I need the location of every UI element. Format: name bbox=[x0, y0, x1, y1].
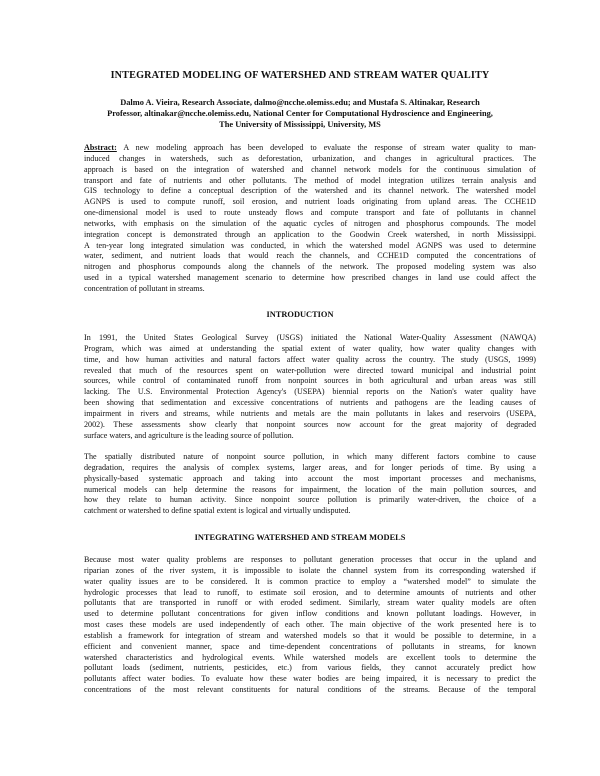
author-line: Professor, altinakar@ncche.olemiss.edu, National Center for Computational Hydroscience and Engineering, bbox=[107, 109, 493, 118]
paragraph-line: impairment in rivers and streams, while nutrients and metals are the main pollutants in lakes and reservoirs (USEPA, bbox=[84, 408, 536, 418]
abstract-text-line: one-dimensional model is used to route unsteady flows and compute transport and fate of pollutants in channel bbox=[84, 208, 536, 218]
paragraph-line: revealed that much of the resources spent on water-pollution were directed toward municipal and industrial point bbox=[84, 365, 536, 375]
section-heading-introduction: INTRODUCTION bbox=[266, 310, 334, 319]
paragraph-line: establish a framework for integration of stream and watershed models so that it would be possible to determine, in a bbox=[84, 630, 536, 640]
paragraph-line: 2002). These assessments show clearly that nonpoint sources now account for the great majority of degraded bbox=[84, 419, 536, 429]
abstract-text-line: integration concept is demonstrated through an application to the Goodwin Creek watershed, in north Mississippi. bbox=[84, 229, 536, 239]
author-line: The University of Mississippi, University, MS bbox=[219, 120, 381, 129]
paragraph-line: The spatially distributed nature of nonpoint source pollution, in which many different factors combine to cause bbox=[84, 452, 536, 461]
abstract-text-line: induced changes in watersheds, such as deforestation, urbanization, and changes in agricultural practices. The bbox=[84, 153, 536, 163]
author-line: Dalmo A. Vieira, Research Associate, dalmo@ncche.olemiss.edu; and Mustafa S. Altinakar, Research bbox=[120, 98, 480, 107]
abstract-text-line: approach is based on the integration of watershed and channel network models for the continuous simulation of bbox=[84, 164, 536, 174]
paragraph-line: degradation, requires the analysis of complex systems, larger areas, and for longer periods of time. By using a bbox=[84, 462, 536, 472]
paragraph-line: watershed characteristics and hydrological events. While watershed models are excellent tools to determine the bbox=[84, 652, 536, 662]
paragraph-line: In 1991, the United States Geological Survey (USGS) initiated the National Water-Quality Assessment (NAWQA) bbox=[84, 333, 536, 342]
paragraph-line: hydrologic processes that lead to runoff, to estimate soil erosion, and to determine amounts of nutrients and other bbox=[84, 587, 536, 597]
abstract-text-line: A new modeling approach has been developed to evaluate the response of stream water quality to man- bbox=[116, 143, 536, 152]
abstract-text-line: A ten-year long integrated simulation was conducted, in which the watershed model AGNPS was used to determine bbox=[84, 240, 536, 250]
abstract-text-line: nitrogen and phosphorus compounds along the channels of the network. The proposed modeling system was also bbox=[84, 262, 536, 272]
abstract bbox=[84, 143, 536, 295]
paragraph-line: lacking. The U.S. Environmental Protection Agency's (USEPA) biennial reports on the Nation's water quality have bbox=[84, 387, 536, 397]
paragraph-line: water quality issues are to be considered. It is common practice to employ a “watershed model” to simulate the bbox=[84, 576, 536, 586]
paragraph-line: numerical models can help determine the reasons for impairment, the location of the main pollution sources, and bbox=[84, 484, 536, 494]
abstract-text-line: water, sediment, and nutrient loads that would reach the channels, and CCHE1D computed the concentrations of bbox=[84, 251, 536, 261]
paragraph-line: catchment or watershed to define spatial extent is logical and virtually undisputed. bbox=[84, 506, 351, 516]
abstract-text-line: networks, with emphasis on the simulation of the aquatic cycles of nitrogen and phosphorus compounds. The model bbox=[84, 218, 536, 228]
paragraph-line: been showing that sedimentation and excessive concentrations of nutrients and pathogens are the leading causes of bbox=[84, 398, 536, 408]
paragraph-line: sources, while control of contaminated runoff from nonpoint sources in both agricultural and urban areas was still bbox=[84, 376, 536, 386]
paragraph-line: time, and how human activities and natural factors affect water quality across the country. The study (USGS, 1999) bbox=[84, 354, 536, 364]
paragraph-line: pollutant loads (sediment, nutrients, pesticides, etc.) from various fields, they cannot accurately predict how bbox=[84, 663, 536, 673]
integrating-paragraph-1 bbox=[84, 555, 536, 696]
abstract-text-line: AGNPS is used to compute runoff, soil erosion, and nutrient loads originating from upland areas. The CCHE1D bbox=[84, 197, 536, 207]
author-block bbox=[70, 97, 530, 130]
paper-title: INTEGRATED MODELING OF WATERSHED AND STREAM WATER QUALITY bbox=[110, 70, 490, 81]
paragraph-line: surface waters, and agriculture is the leading source of pollution. bbox=[84, 430, 294, 440]
abstract-text-line: GIS technology to define a conceptual description of the watershed and its channel network. The watershed model bbox=[84, 186, 536, 196]
paragraph-line: used to determine pollutant concentrations for given inflow conditions and known pollutant loadings. However, in bbox=[84, 609, 536, 619]
intro-paragraph-1 bbox=[84, 333, 536, 441]
paragraph-line: how they relate to human activity. Since nonpoint source pollution is primarily water-driven, the choice of a bbox=[84, 495, 536, 505]
abstract-text-line: concentration of pollutant in streams. bbox=[84, 283, 205, 293]
paragraph-line: physically-based systematic approach and taking into account the most important processes and mechanisms, bbox=[84, 473, 536, 483]
abstract-text-line: transport and fate of nutrients and other pollutants. The method of model integration utilizes terrain analysis and bbox=[84, 175, 536, 185]
paragraph-line: riparian zones of the river system, it is impossible to isolate the channel system from its corresponding watershed if bbox=[84, 565, 536, 575]
paragraph-line: most cases these models are used independently of each other. The main objective of the work presented here is to bbox=[84, 620, 536, 630]
abstract-text-line: used in a typical watershed management scenario to determine how prescribed changes in land use could affect the bbox=[84, 273, 536, 283]
abstract-label: Abstract: bbox=[84, 143, 117, 152]
paragraph-line: Because most water quality problems are responses to pollutant generation processes that occur in the upland and bbox=[84, 555, 536, 564]
paragraph-line: concentrations of the most relevant constituents for natural conditions of the streams. Because of the temporal bbox=[84, 685, 536, 695]
intro-paragraph-2 bbox=[84, 452, 536, 517]
section-heading-integrating: INTEGRATING WATERSHED AND STREAM MODELS bbox=[194, 533, 406, 542]
paragraph-line: Program, which was aimed at understanding the spatial extent of water quality, how water quality changes with bbox=[84, 343, 536, 353]
paragraph-line: efficient and convenient manner, space and time-dependent concentrations of pollutants in streams, for known bbox=[84, 641, 536, 651]
paragraph-line: pollutants affect water bodies. To evaluate how these water bodies are being impaired, it is necessary to predict the bbox=[84, 674, 536, 684]
paragraph-line: pollutants that are transported in runoff or with eroded sediment. Similarly, stream water quality models are often bbox=[84, 598, 536, 608]
